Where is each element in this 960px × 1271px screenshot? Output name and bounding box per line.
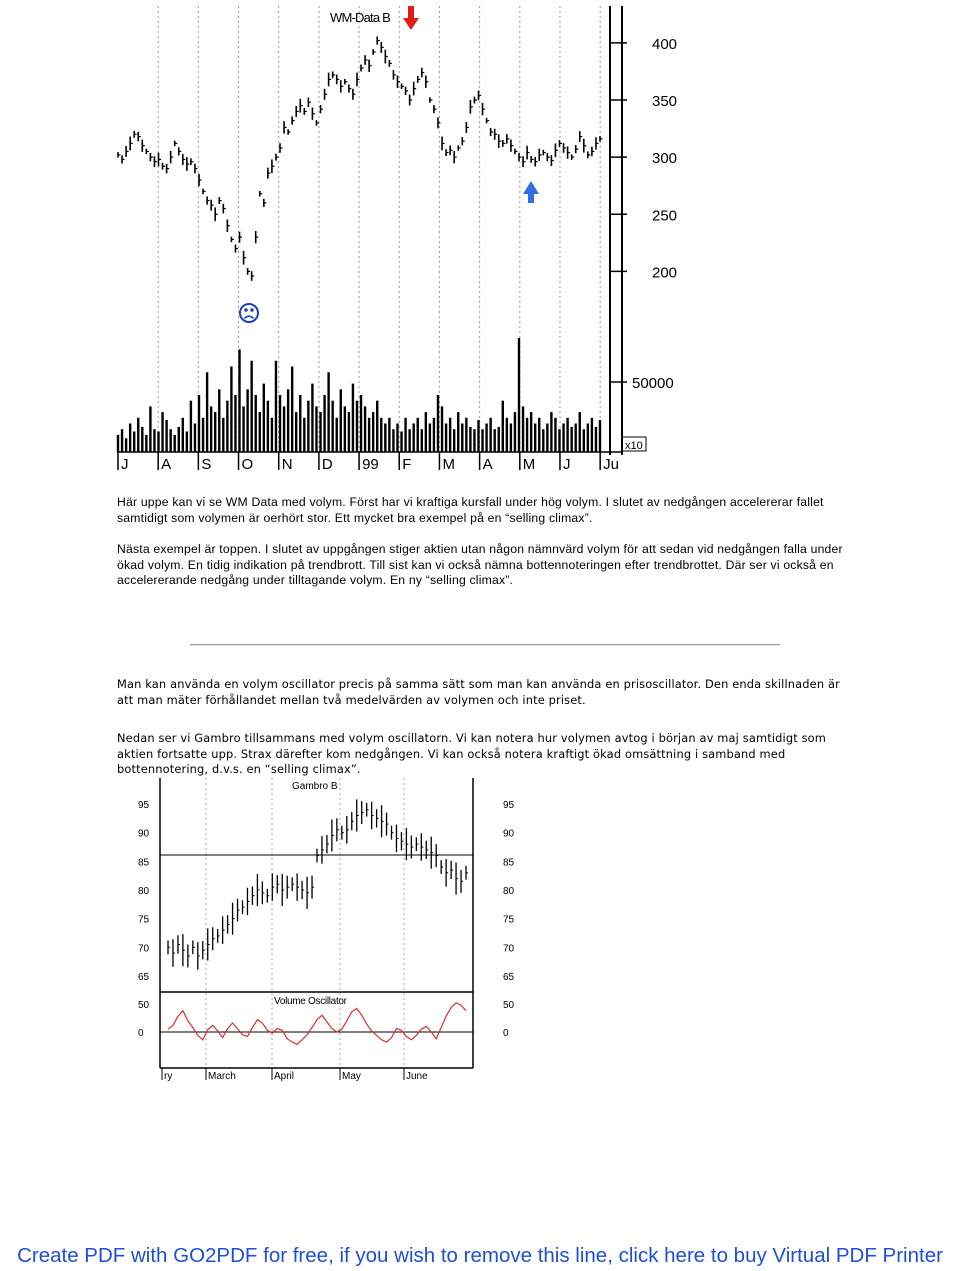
volume-oscillator-description xyxy=(117,677,857,708)
gambro-month-tick-label: June xyxy=(406,1071,428,1082)
gambro-price-tick-label: 80 xyxy=(503,886,515,897)
wm-data-price-bars xyxy=(118,36,603,280)
wm-data-month-tick-label: J xyxy=(562,456,571,473)
wm-data-month-tick-label: Ju xyxy=(603,456,620,473)
gambro-chart-title: Gambro B xyxy=(292,781,338,792)
wm-data-month-tick-label: D xyxy=(321,456,333,473)
footer-go2pdf-link[interactable]: Create PDF with GO2PDF for free, if you wish to remove this line, click here to buy Virtual PDF Printer xyxy=(17,1244,943,1267)
paragraph-volume-oscillator: Man kan använda en volym oscillator precis på samma sätt som man kan använda en prisoscillator. Den enda skillnaden är att man mäter förhållandet mellan två medelvärden av volymen och inte priset. xyxy=(117,677,840,707)
wm-data-chart xyxy=(112,0,692,478)
wm-data-volume-unit: x10 xyxy=(625,440,643,452)
wm-data-price-tick-label: 300 xyxy=(652,150,678,168)
horizontal-divider xyxy=(190,644,780,646)
sad-face-icon xyxy=(240,304,258,322)
gambro-price-bars xyxy=(168,799,468,969)
wm-data-price-tick-labels xyxy=(610,36,677,382)
red-down-arrow-icon xyxy=(403,6,419,30)
wm-data-volume-bars xyxy=(118,338,600,452)
wm-data-description xyxy=(117,495,857,526)
wm-data-month-tick-label: M xyxy=(522,456,536,473)
gambro-oscillator-tick-label: 50 xyxy=(138,1000,150,1011)
gambro-month-gridlines xyxy=(206,778,404,1068)
wm-data-month-tick-label: J xyxy=(121,456,129,473)
paragraph-top: Nästa exempel är toppen. I slutet av uppgången stiger aktien utan någon nämnvärd volym för att sedan vid nedgången falla under ökad volym. En tidig indikation på trendbrott. Till sist kan vi också nämna bottennoteringen efter trendbrottet. Där ser vi också en accelererande nedgång under tilltagande volym. En ny “selling climax”. xyxy=(117,542,843,587)
gambro-price-tick-label: 90 xyxy=(138,828,150,840)
wm-data-chart-title: WM-Data B xyxy=(330,10,390,25)
volume-oscillator-label: Volume Oscillator xyxy=(274,996,347,1007)
wm-data-price-tick-label: 250 xyxy=(652,207,678,225)
wm-data-price-tick-label: 400 xyxy=(652,35,678,53)
gambro-price-tick-label: 70 xyxy=(138,943,150,955)
paragraph-gambro: Nedan ser vi Gambro tillsammans med volym oscillatorn. Vi kan notera hur volymen avtog i början av maj samtidigt som aktien fortsatte upp. Strax därefter kom nedgången. Vi kan också notera kraftigt ökad omsättning i samband med bottennotering, d.v.s. en “selling climax”. xyxy=(117,731,827,776)
gambro-price-tick-labels-right xyxy=(503,800,515,1039)
gambro-month-tick-labels xyxy=(162,1068,428,1082)
gambro-price-tick-label: 95 xyxy=(503,800,515,811)
gambro-month-tick-label: April xyxy=(274,1071,295,1082)
gambro-volume-oscillator-line xyxy=(168,1003,466,1044)
gambro-description xyxy=(117,731,857,778)
wm-data-price-tick-label: 350 xyxy=(652,93,678,110)
gambro-chart xyxy=(128,778,528,1088)
wm-data-month-tick-label: A xyxy=(161,456,172,473)
wm-data-month-tick-labels xyxy=(118,452,619,473)
gambro-oscillator-tick-label: 0 xyxy=(138,1028,144,1039)
gambro-oscillator-tick-label: 0 xyxy=(503,1028,509,1039)
gambro-oscillator-tick-label: 50 xyxy=(503,1000,515,1011)
gambro-price-tick-label: 85 xyxy=(138,857,150,869)
wm-data-price-tick-label: 200 xyxy=(652,264,678,282)
wm-data-month-tick-label: F xyxy=(402,456,412,473)
wm-data-month-tick-label: S xyxy=(201,456,212,473)
gambro-price-tick-label: 65 xyxy=(503,972,515,983)
gambro-month-tick-label: ry xyxy=(164,1071,173,1082)
gambro-price-tick-label: 95 xyxy=(138,800,150,811)
top-description xyxy=(117,542,857,589)
gambro-price-tick-label: 75 xyxy=(503,914,515,926)
wm-data-month-tick-label: N xyxy=(281,456,293,473)
gambro-month-tick-label: May xyxy=(342,1071,361,1082)
blue-up-arrow-icon xyxy=(523,181,539,203)
wm-data-month-tick-label: 99 xyxy=(362,456,379,473)
wm-data-month-tick-label: O xyxy=(241,456,254,473)
gambro-price-tick-label: 90 xyxy=(503,828,515,840)
wm-data-month-tick-label: A xyxy=(482,456,493,473)
gambro-price-tick-label: 65 xyxy=(138,972,150,983)
wm-data-month-gridlines xyxy=(158,6,600,452)
paragraph-wm-data-volume: Här uppe kan vi se WM Data med volym. Först har vi kraftiga kursfall under hög volym. I slutet av nedgången accelererar fallet samtidigt som volymen är oerhört stor. Ett mycket bra exempel på en “selling climax”. xyxy=(117,495,824,525)
gambro-price-tick-label: 70 xyxy=(503,943,515,955)
gambro-price-tick-label: 75 xyxy=(138,914,150,926)
gambro-price-tick-label: 80 xyxy=(138,886,150,897)
wm-data-month-tick-label: M xyxy=(442,456,455,473)
gambro-price-tick-labels-left xyxy=(138,800,150,1039)
gambro-price-tick-label: 85 xyxy=(503,857,515,869)
gambro-month-tick-label: March xyxy=(208,1071,236,1082)
wm-data-volume-axis-label: 50000 xyxy=(632,375,674,392)
